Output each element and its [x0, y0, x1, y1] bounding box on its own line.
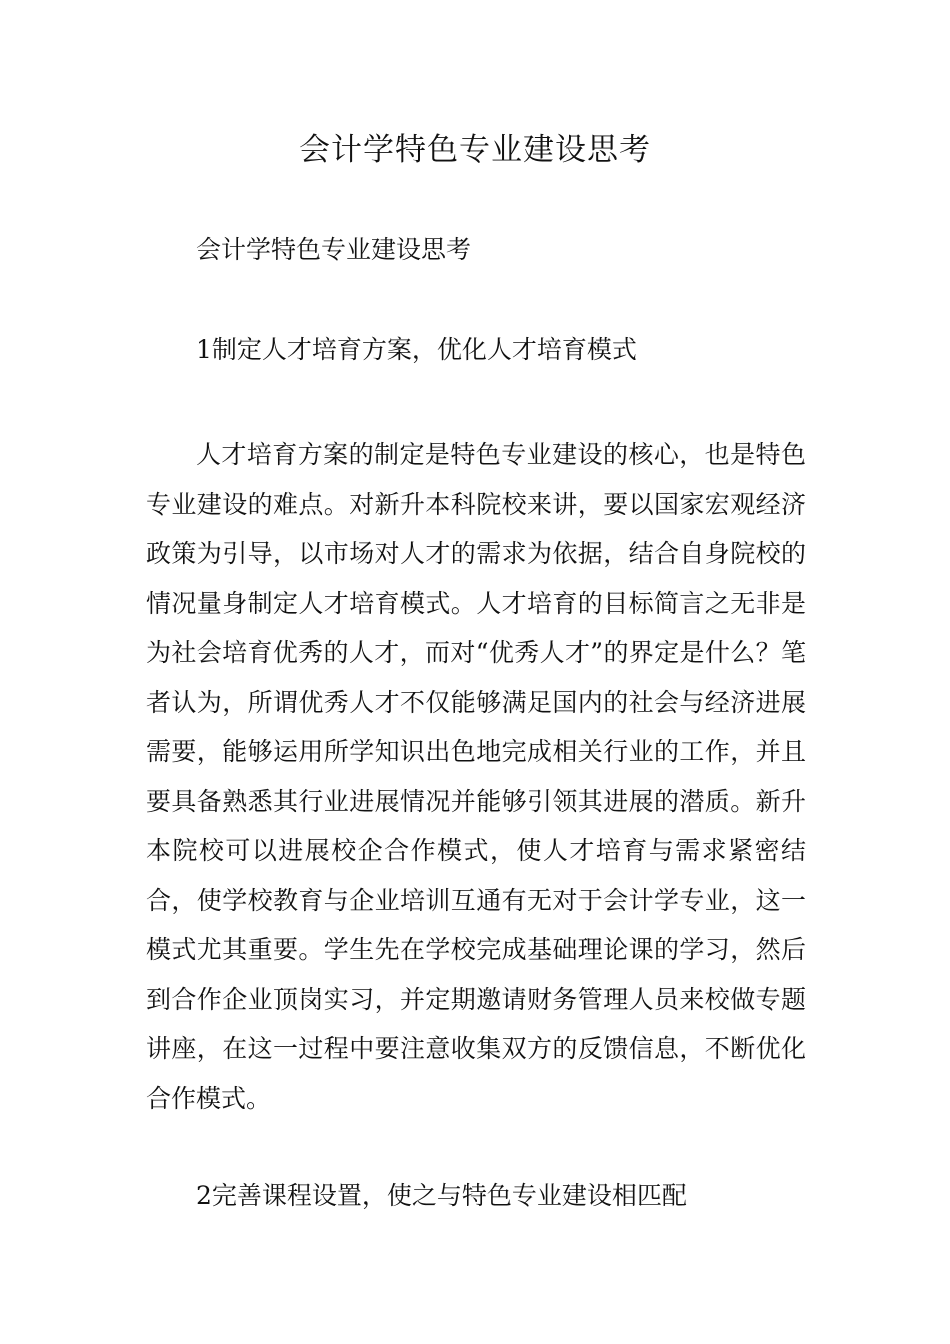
section-1-heading: 1制定人才培育方案，优化人才培育模式 — [196, 335, 637, 364]
section-2-heading: 2完善课程设置，使之与特色专业建设相匹配 — [196, 1181, 687, 1210]
section-1-paragraph: 人才培育方案的制定是特色专业建设的核心，也是特色专业建设的难点。对新升本科院校来讲，要以国家宏观经济政策为引导，以市场对人才的需求为依据，结合自身院校的情况量身制定人才培育模式。人才培育的目标简言之无非是为社会培育优秀的人才，而对“优秀人才”的界定是什么？笔者认为，所谓优秀人才不仅能够满足国内的社会与经济进展需要，能够运用所学知识出色地完成相关行业的工作，并且要具备熟悉其行业进展情况并能够引领其进展的潜质。新升本院校可以进展校企合作模式，使人才培育与需求紧密结合，使学校教育与企业培训互通有无对于会计学专业，这一模式尤其重要。学生先在学校完成基础理论课的学习，然后到合作企业顶岗实习，并定期邀请财务管理人员来校做专题讲座，在这一过程中要注意收集双方的反馈信息，不断优化合作模式。 — [146, 440, 806, 1113]
document-subtitle: 会计学特色专业建设思考 — [196, 235, 472, 264]
document-title: 会计学特色专业建设思考 — [299, 132, 651, 168]
